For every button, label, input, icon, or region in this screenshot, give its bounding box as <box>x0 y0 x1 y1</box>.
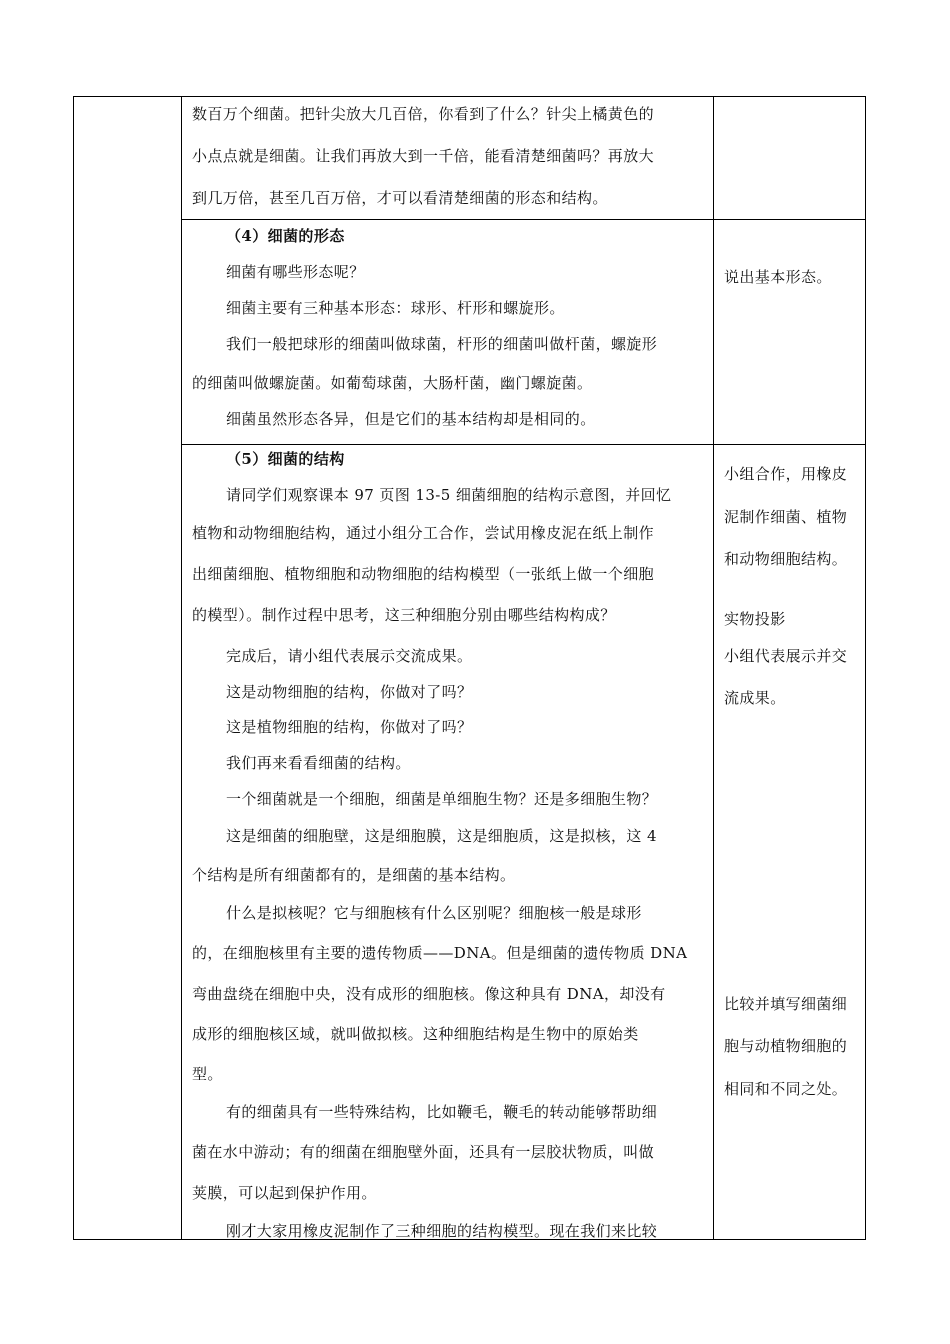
row2-side-note: 说出基本形态。 <box>724 268 832 286</box>
row3-line-10: 这是细菌的细胞壁，这是细胞膜，这是细胞质，这是拟核，这 4 <box>226 827 657 845</box>
row3-line-18: 菌在水中游动；有的细菌在细胞壁外面，还具有一层胶状物质，叫做 <box>192 1143 655 1161</box>
row3-line-7: 这是植物细胞的结构，你做对了吗？ <box>226 718 473 736</box>
row2-line-1: 细菌有哪些形态呢？ <box>226 263 365 281</box>
row3-side-line-7: 比较并填写细菌细 <box>724 995 848 1013</box>
section-heading-structure: （5）细菌的结构 <box>226 450 345 468</box>
table-border-left <box>73 96 74 1240</box>
row3-line-11: 个结构是所有细菌都有的，是细菌的基本结构。 <box>192 866 516 884</box>
row3-line-16: 型。 <box>192 1065 223 1083</box>
row1-line-1: 数百万个细菌。把针尖放大几百倍，你看到了什么？针尖上橘黄色的 <box>192 105 655 123</box>
row2-line-3: 我们一般把球形的细菌叫做球菌，杆形的细菌叫做杆菌，螺旋形 <box>226 335 658 353</box>
row3-side-line-1: 小组合作，用橡皮 <box>724 465 848 483</box>
row3-line-17: 有的细菌具有一些特殊结构，比如鞭毛，鞭毛的转动能够帮助细 <box>226 1103 658 1121</box>
row3-side-line-4: 实物投影 <box>724 610 786 628</box>
row3-side-line-3: 和动物细胞结构。 <box>724 550 848 568</box>
row3-line-1: 请同学们观察课本 97 页图 13-5 细菌细胞的结构示意图，并回忆 <box>226 486 672 504</box>
row3-side-line-9: 相同和不同之处。 <box>724 1080 848 1098</box>
row3-side-line-8: 胞与动植物细胞的 <box>724 1037 848 1055</box>
table-border-right <box>865 96 866 1240</box>
row3-line-19: 荚膜，可以起到保护作用。 <box>192 1184 377 1202</box>
row3-line-12: 什么是拟核呢？它与细胞核有什么区别呢？细胞核一般是球形 <box>226 904 642 922</box>
table-border-top <box>73 96 866 97</box>
column-divider-1 <box>181 96 182 1240</box>
row1-line-3: 到几万倍，甚至几百万倍，才可以看清楚细菌的形态和结构。 <box>192 189 608 207</box>
row3-side-line-2: 泥制作细菌、植物 <box>724 508 848 526</box>
row-divider-1 <box>181 219 866 220</box>
row2-line-5: 细菌虽然形态各异，但是它们的基本结构却是相同的。 <box>226 410 596 428</box>
row-divider-2 <box>181 444 866 445</box>
row3-line-4: 的模型）。制作过程中思考，这三种细胞分别由哪些结构构成？ <box>192 606 616 624</box>
row2-line-2: 细菌主要有三种基本形态：球形、杆形和螺旋形。 <box>226 299 565 317</box>
row2-line-4: 的细菌叫做螺旋菌。如葡萄球菌，大肠杆菌，幽门螺旋菌。 <box>192 374 593 392</box>
row3-line-9: 一个细菌就是一个细胞，细菌是单细胞生物？还是多细胞生物？ <box>226 790 658 808</box>
row3-line-3: 出细菌细胞、植物细胞和动物细胞的结构模型（一张纸上做一个细胞 <box>192 565 655 583</box>
row3-line-5: 完成后，请小组代表展示交流成果。 <box>226 647 473 665</box>
row3-line-20: 刚才大家用橡皮泥制作了三种细胞的结构模型。现在我们来比较 <box>226 1222 658 1240</box>
row3-line-15: 成形的细胞核区域，就叫做拟核。这种细胞结构是生物中的原始类 <box>192 1025 639 1043</box>
section-heading-morphology: （4）细菌的形态 <box>226 227 345 245</box>
row3-side-line-5: 小组代表展示并交 <box>724 647 848 665</box>
row1-line-2: 小点点就是细菌。让我们再放大到一千倍，能看清楚细菌吗？再放大 <box>192 147 655 165</box>
row3-line-14: 弯曲盘绕在细胞中央，没有成形的细胞核。像这种具有 DNA，却没有 <box>192 985 666 1003</box>
row3-line-13: 的，在细胞核里有主要的遗传物质——DNA。但是细菌的遗传物质 DNA <box>192 944 688 962</box>
row3-side-line-6: 流成果。 <box>724 689 786 707</box>
row3-line-8: 我们再来看看细菌的结构。 <box>226 754 411 772</box>
row3-line-2: 植物和动物细胞结构，通过小组分工合作，尝试用橡皮泥在纸上制作 <box>192 524 655 542</box>
column-divider-2 <box>713 96 714 1240</box>
row3-line-6: 这是动物细胞的结构，你做对了吗？ <box>226 683 473 701</box>
